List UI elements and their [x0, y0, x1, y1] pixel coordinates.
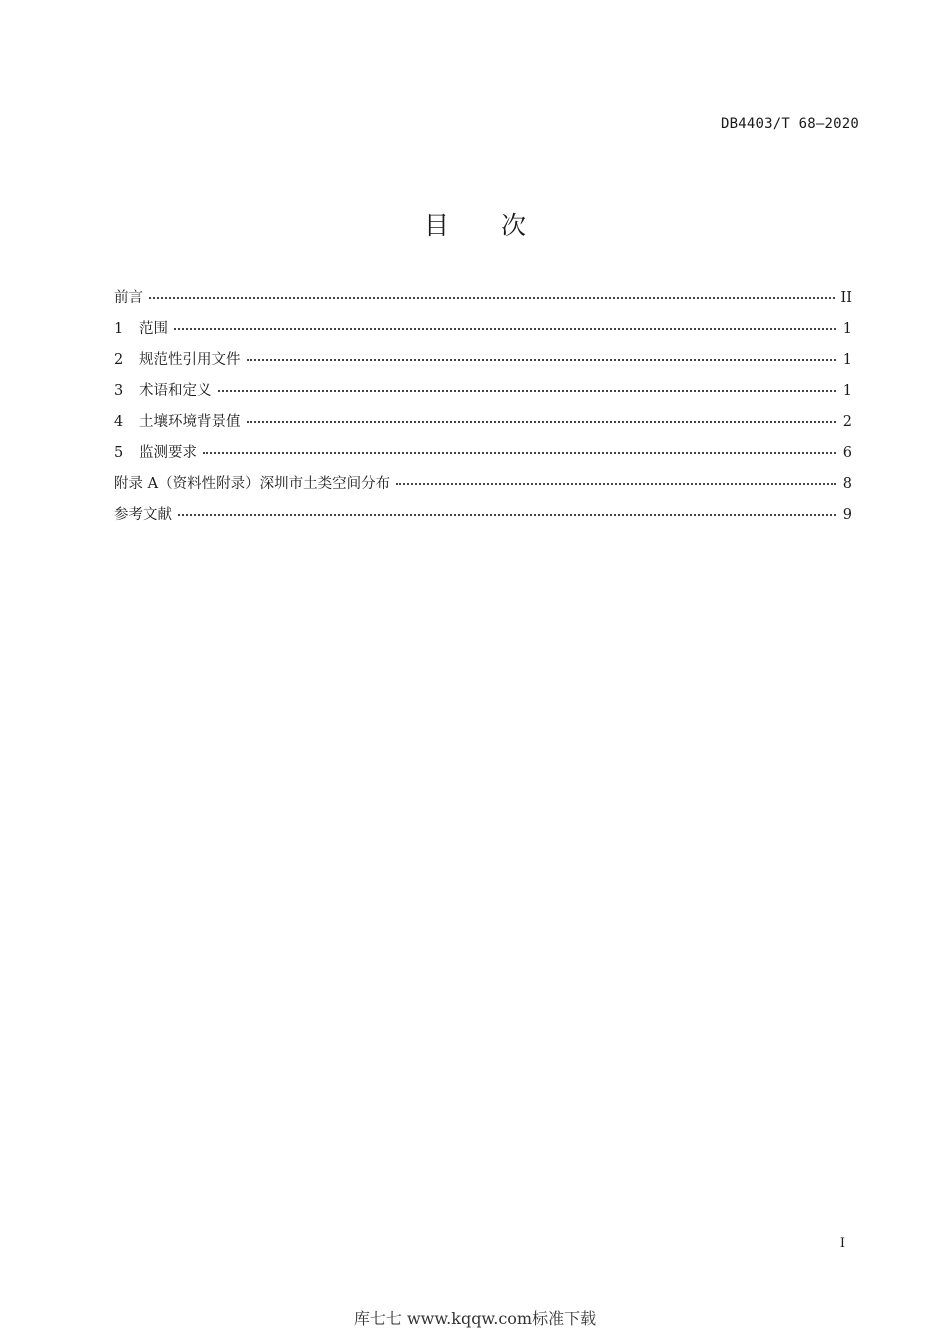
toc-entry-normative-references[interactable]: [114, 348, 852, 379]
toc-leader-dots: [178, 514, 836, 516]
toc-leader-dots: [247, 421, 837, 423]
toc-entry-number: 5: [114, 445, 124, 461]
toc-entry-scope[interactable]: [114, 317, 852, 348]
toc-entry-foreword[interactable]: [114, 286, 852, 317]
toc-entry-label: 参考文献: [114, 507, 172, 523]
toc-leader-dots: [247, 359, 837, 361]
document-code: DB4403/T 68—2020: [720, 116, 859, 132]
toc-entry-label: 前言: [114, 290, 143, 306]
page-title: [0, 206, 950, 242]
title-char-2: 次: [501, 211, 527, 240]
toc-entry-page: 8: [842, 476, 852, 492]
toc-entry-soil-background-values[interactable]: [114, 410, 852, 441]
toc-leader-dots: [149, 297, 835, 299]
watermark-text: 库七七 www.kqqw.com标准下载: [353, 1309, 597, 1328]
toc-entry-page: II: [840, 290, 852, 306]
toc-leader-dots: [396, 483, 836, 485]
toc-entry-page: 9: [842, 507, 852, 523]
page-number: I: [839, 1236, 845, 1251]
toc-entry-page: 6: [842, 445, 852, 461]
toc-entry-number: 1: [114, 321, 124, 337]
toc-entry-number: 2: [114, 352, 124, 368]
toc-entry-page: 1: [842, 383, 852, 399]
toc-entry-label: 监测要求: [139, 445, 197, 461]
toc-entry-label: 土壤环境背景值: [139, 414, 241, 430]
toc-leader-dots: [218, 390, 837, 392]
toc-entry-number: 3: [114, 383, 124, 399]
toc-entry-page: 2: [842, 414, 852, 430]
toc-leader-dots: [203, 452, 836, 454]
toc-entry-appendix-a[interactable]: [114, 472, 852, 503]
toc-entry-label: 规范性引用文件: [139, 352, 241, 368]
toc-entry-page: 1: [842, 352, 852, 368]
toc-entry-label: 范围: [139, 321, 168, 337]
table-of-contents: [114, 286, 852, 534]
toc-entry-label: 术语和定义: [139, 383, 212, 399]
toc-entry-bibliography[interactable]: [114, 503, 852, 534]
toc-entry-monitoring-requirements[interactable]: [114, 441, 852, 472]
toc-entry-number: 4: [114, 414, 124, 430]
toc-leader-dots: [174, 328, 836, 330]
toc-entry-page: 1: [842, 321, 852, 337]
toc-entry-terms-definitions[interactable]: [114, 379, 852, 410]
toc-entry-label: 附录 A（资料性附录）深圳市土类空间分布: [114, 476, 391, 492]
title-char-1: 目: [423, 211, 449, 240]
